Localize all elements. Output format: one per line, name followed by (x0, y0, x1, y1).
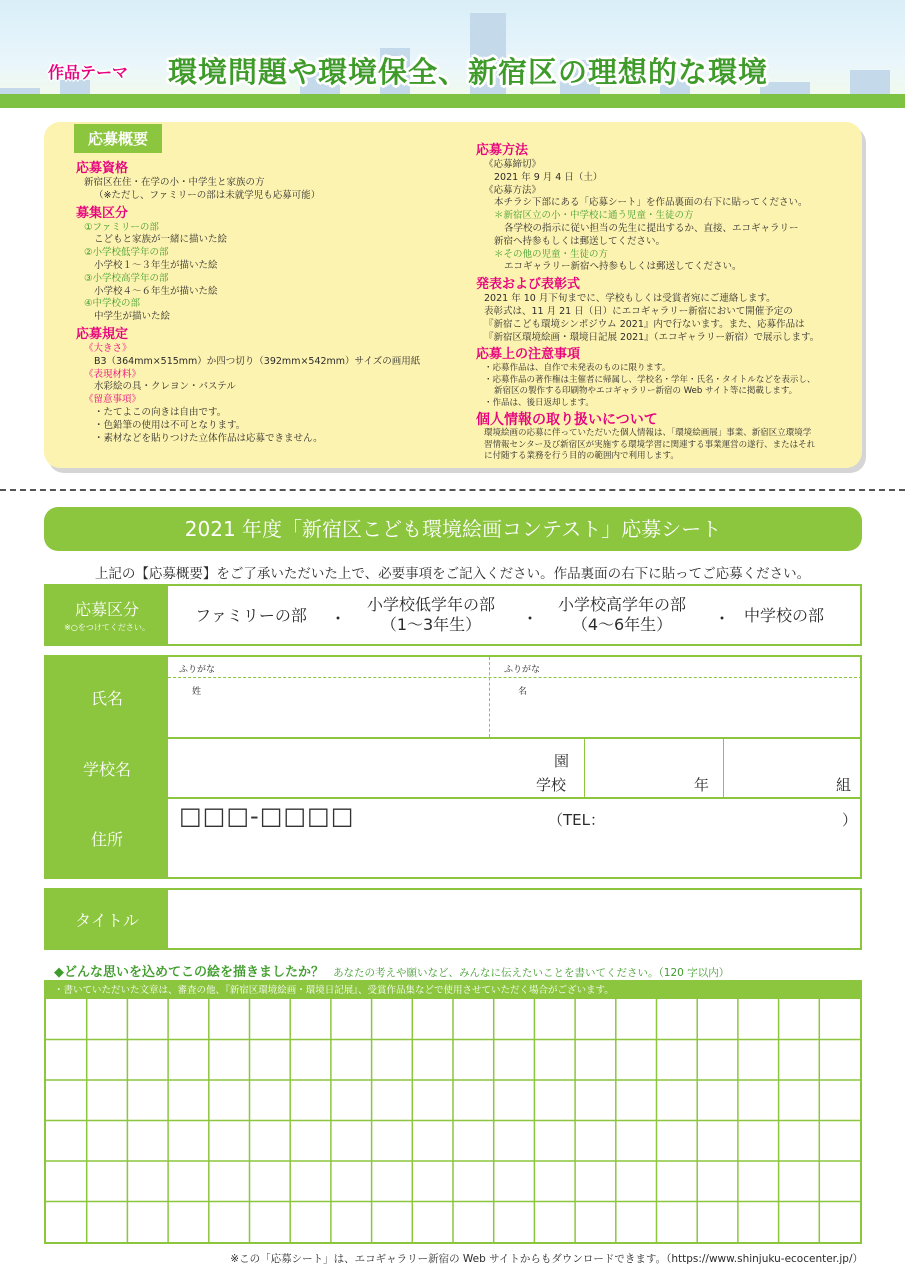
school-type-gakkou: 学校 (536, 776, 567, 794)
eligibility-line: （※ただし、ファミリーの部は未就学児も応募可能） (94, 189, 321, 201)
overview-left-column (76, 158, 476, 445)
how-text: 本チラシ下部にある「応募シート」を作品裏面の右下に貼ってください。 (494, 197, 808, 209)
category-desc: こどもと家族が一緒に描いた絵 (94, 234, 228, 246)
category-label-text: 応募区分 (74, 600, 139, 619)
option-upper-grades: （4～6年生） (571, 615, 673, 634)
class-unit: 組 (836, 776, 852, 794)
option-separator: ・ (330, 609, 347, 628)
row-divider (46, 737, 860, 739)
option-junior-high[interactable] (734, 606, 834, 626)
school-divider (584, 739, 585, 797)
caution-line: ・応募作品の著作権は主催者に帰属し、学校名・学年・氏名・タイトルなどを表示し、 (484, 374, 816, 385)
family-name-field[interactable] (171, 679, 487, 735)
question-heading (54, 961, 729, 980)
footer-note: ※この「応募シート」は、エコギャラリー新宿の Web サイトからもダウンロードできます。（https://www.shinjuku-ecocenter.jp/） (230, 1253, 863, 1265)
category-name: ②小学校低学年の部 (84, 247, 169, 259)
tel-field[interactable] (621, 803, 841, 829)
given-name-label: 名 (518, 687, 528, 697)
material-heading: 《表現材料》 (84, 368, 142, 380)
note-line: ・色鉛筆の使用は不可となります。 (94, 419, 246, 431)
option-junior-label: 中学校の部 (743, 606, 824, 625)
announce-line: 『新宿区環境絵画・環境日記展 2021』（エコギャラリー新宿）で展示します。 (484, 331, 820, 343)
question-main: ◆どんな思いを込めてこの絵を描きましたか？ (54, 965, 324, 980)
family-name-label: 姓 (192, 687, 202, 697)
other-heading: ＊その他の児童・生徒の方 (494, 248, 609, 260)
theme-title: 環境問題や環境保全、新宿区の理想的な環境 (168, 55, 769, 89)
furigana-given-label: ふりがな (504, 665, 541, 675)
rules-heading: 応募規定 (76, 326, 129, 342)
option-lower-elementary[interactable] (351, 595, 511, 635)
option-upper-label: 小学校高学年の部 (557, 595, 686, 614)
deadline-heading: 《応募締切》 (484, 159, 542, 170)
option-family[interactable] (186, 606, 316, 626)
title-row (44, 888, 862, 950)
school-name-field[interactable] (171, 741, 581, 795)
size-heading: 《大きさ》 (84, 342, 132, 354)
theme-tag: 作品テーマ (48, 63, 129, 82)
tel-open: （TEL： (548, 811, 605, 829)
name-divider (489, 657, 490, 737)
option-separator: ・ (522, 609, 539, 628)
given-name-field[interactable] (492, 679, 858, 735)
address-field[interactable] (171, 833, 859, 875)
privacy-line: に付随する業務を行う目的の範囲内で利用します。 (484, 451, 679, 462)
announce-heading: 発表および表彰式 (476, 277, 581, 293)
category-desc: 小学校４～６年生が描いた絵 (94, 285, 218, 297)
header-banner (0, 0, 905, 108)
announce-line: 『新宿こども環境シンポジウム 2021』内で行ないます。また、応募作品は (484, 318, 805, 330)
row-divider (46, 797, 860, 799)
overview-right-column (476, 140, 856, 463)
cut-line (0, 489, 905, 491)
tel-close: ） (842, 811, 858, 829)
school-type-en: 園 (554, 752, 570, 770)
furigana-divider (168, 677, 862, 678)
categories-heading: 募集区分 (76, 205, 129, 221)
essay-grid-box (44, 980, 862, 1244)
note-line: ・たてよこの向きは自由です。 (94, 406, 227, 418)
announce-line: 2021 年 10 月下旬までに、学校もしくは受賞者宛にご連絡します。 (484, 293, 776, 305)
title-label-text: タイトル (75, 910, 139, 930)
option-upper-elementary[interactable] (542, 595, 702, 635)
school-heading: ＊新宿区立の小・中学校に通う児童・生徒の方 (494, 210, 694, 222)
applicant-block (44, 655, 862, 879)
option-family-label: ファミリーの部 (195, 606, 307, 625)
privacy-heading: 個人情報の取り扱いについて (476, 412, 658, 429)
address-label (46, 799, 168, 877)
furigana-family-label: ふりがな (179, 665, 216, 675)
note-line: ・素材などを貼りつけた立体作品は応募できません。 (94, 432, 323, 444)
grade-unit: 年 (694, 776, 710, 794)
category-name: ③小学校高学年の部 (84, 272, 169, 284)
option-lower-label: 小学校低学年の部 (366, 595, 495, 614)
title-field[interactable] (171, 893, 859, 947)
grass-strip (0, 94, 905, 108)
category-name: ①ファミリーの部 (84, 221, 159, 233)
name-label-text: 氏名 (90, 688, 123, 708)
other-text: エコギャラリー新宿へ持参もしくは郵送してください。 (504, 261, 742, 273)
how-heading: 《応募方法》 (484, 184, 542, 196)
category-desc: 中学生が描いた絵 (94, 311, 171, 323)
size-text: B3（364mm×515mm）か四つ切り（392mm×542mm）サイズの画用紙 (94, 355, 421, 367)
question-sub: あなたの考えや願いなど、みんなに伝えたいことを書いてください。（120 字以内） (333, 967, 730, 979)
deadline-text: 2021 年 9 月 4 日（土） (494, 171, 603, 183)
privacy-line: 環境絵画の応募に伴っていただいた個人情報は、「環境絵画展」事業、新宿区立環境学 (484, 428, 812, 439)
caution-line: 新宿区の製作する印刷物やエコギャラリー新宿の Web サイト等に掲載します。 (494, 386, 798, 397)
cautions-heading: 応募上の注意事項 (476, 347, 581, 363)
address-label-text: 住所 (90, 829, 123, 849)
category-name: ④中学校の部 (84, 298, 141, 310)
announce-line: 表彰式は、11 月 21 日（日）にエコギャラリー新宿において開催予定の (484, 305, 793, 317)
notes-heading: 《留意事項》 (84, 394, 142, 406)
postal-code-boxes[interactable]: □□□-□□□□ (179, 802, 355, 830)
overview-tag: 応募概要 (74, 124, 162, 153)
overview-box (44, 122, 862, 468)
school-text: 新宿へ持参もしくは郵送してください。 (494, 235, 666, 247)
school-label (46, 739, 168, 797)
material-text: 水彩絵の具・クレヨン・パステル (94, 381, 236, 393)
essay-grid[interactable] (46, 999, 860, 1242)
category-row (44, 584, 862, 646)
sheet-title: 2021 年度「新宿区こども環境絵画コンテスト」応募シート (44, 507, 862, 551)
option-lower-grades: （1～3年生） (380, 615, 482, 634)
name-label (46, 657, 168, 737)
school-label-text: 学校名 (82, 759, 131, 779)
caution-line: ・応募作品は、自作で未発表のものに限ります。 (484, 363, 671, 374)
sheet-instruction: 上記の【応募概要】をご了承いただいた上で、必要事項をご記入ください。作品裏面の右下に貼ってご応募ください。 (94, 566, 811, 582)
school-text: 各学校の指示に従い担当の先生に提出するか、直接、エコギャラリー (504, 222, 799, 234)
option-separator: ・ (714, 609, 731, 628)
title-label (46, 890, 168, 948)
privacy-line: 習情報センター及び新宿区が実施する環境学習に関連する事業運営の遂行、またはそれ (484, 439, 816, 450)
grade-divider (723, 739, 724, 797)
caution-line: ・作品は、後日返却します。 (484, 397, 594, 408)
method-heading: 応募方法 (476, 143, 529, 158)
category-label (46, 586, 168, 644)
category-desc: 小学校１～３年生が描いた絵 (94, 259, 218, 271)
category-label-note: ※○をつけてください。 (64, 623, 150, 632)
essay-grid-note: ・書いていただいた文章は、審査の他、『新宿区環境絵画・環境日記展』、受賞作品集などで使用させていただく場合がございます。 (46, 982, 860, 999)
eligibility-line: 新宿区在住・在学の小・中学生と家族の方 (84, 177, 265, 188)
eligibility-heading: 応募資格 (76, 161, 129, 176)
